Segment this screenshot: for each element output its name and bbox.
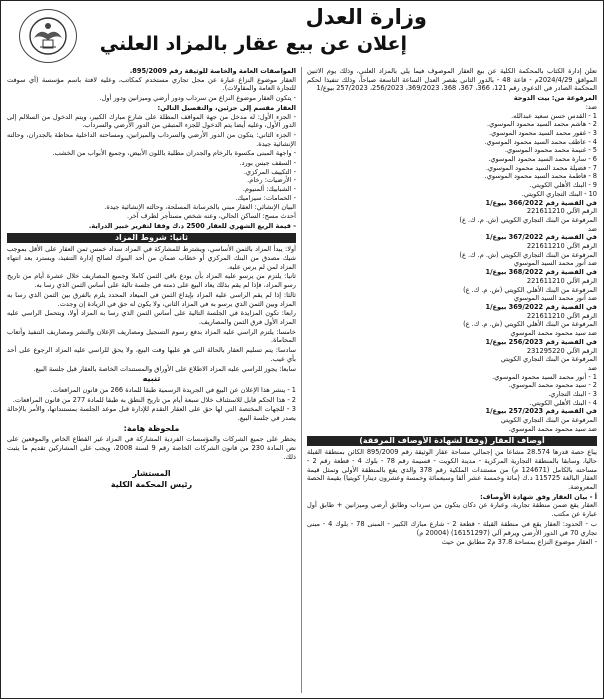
party-item: 8 - فاطمة محمد السيد محمود الموسوي.	[484, 172, 597, 181]
party-item: 9 - البنك الأهلي الكويتي.	[529, 181, 597, 190]
party-item: 4 - عاطف محمد السيد محمود الموسوي.	[484, 137, 597, 146]
property-subtitle: أ - بيان العقار وفق شهادة الأوصاف:	[480, 492, 597, 501]
term-item: ثانيا: يلتزم من يرسو عليه المزاد بأن يودع باقي الثمن كاملا وجميع المصاريف خلال عشرة أيام من تاريخ رسو المزاد، فإذا لم يقم بذلك يعاد البيع على ذمته في جلسة تالية على أساس الثمن الذي رسا به.	[7, 272, 296, 290]
left-text: - الجزء الأول: له مدخل من جهة المواقف المطلة على شارع مبارك الكبير، ويتم الدخول من السلالم إلى الدور الأول، وعليه أيضا يتم الدخول للجزء المتبقي من الدور الأرضي والسرداب.	[7, 112, 296, 130]
defendant-item: 1 - أنور محمد السيد محمود الموسوي.	[492, 372, 597, 381]
case-against: ضد أنور محمد السيد الموسوي	[513, 294, 597, 303]
property-text: - العقار موضوع النزاع بمساحة 37.8 م2 مطابق من حيث	[441, 538, 597, 547]
left-text: - الحمامات: سيراميك.	[235, 193, 296, 202]
against-label: ضد:	[585, 102, 597, 111]
party-item: 7 - فضيلة محمد السيد محمود الموسوي.	[485, 163, 597, 172]
right-column	[307, 67, 597, 693]
case-ref: في القضية رقم 369/2022 بيوع/1	[485, 302, 597, 311]
state-emblem-icon	[19, 9, 77, 63]
left-text: - قيمة الريع الشهري للعقار 2500 د.ك وفقا لتقرير خبير الدراية.	[88, 221, 296, 230]
signature-title: المستشار	[132, 468, 171, 478]
case-against: ضد	[587, 363, 597, 372]
term-item: رابعا: تكون المزايدة في الجلسة التالية على أساس الثمن الذي رسا به المزاد أولا، ويتحمل الراسي عليه المزاد الأول فرق الثمن والمصاريف.	[7, 309, 296, 326]
left-text: العقار موضوع النزاع عبارة عن محل تجاري مستخدم كمكاتب، وعليه لافتة باسم مؤسسة (أي سوفت للتجارة العامة والمقاولات).	[7, 75, 296, 93]
case-number: الرقم الآلي 231295220	[526, 346, 597, 355]
party-item: 2 - هاشم محمد السيد محمود الموسوي.	[487, 120, 597, 129]
case-against: ضد سيد محمود محمد الموسوي	[510, 329, 597, 338]
term-item: ثالثا: إذا لم يقم الراسي عليه المزاد بإيداع الثمن في الميعاد المحدد يلزم بالفرق بين الثمن الذي رسا به المزاد وبين الثمن الذي يرسو به في المزاد الثاني، ولا يكون له حق في الزيادة إن وجدت.	[7, 290, 296, 308]
page-title: إعلان عن بيع عقار بالمزاد العلني	[99, 33, 407, 55]
left-text: - الأرضيات: رخام.	[247, 176, 296, 185]
ministry-name: وزارة العدل	[305, 5, 427, 29]
case-against: ضد أنور محمد السيد الموسوي	[513, 259, 597, 268]
important-note-title: ملحوظة هامة:	[123, 423, 180, 433]
case-number: الرقم الآلي 221611210	[526, 207, 597, 216]
emblem-graphic	[26, 16, 70, 56]
left-text: - السقف جبس بورد.	[239, 159, 296, 168]
intro-text: تعلن إدارة الكتاب بالمحكمة الكلية عن بيع العقار الموصوف فيما يلي بالمزاد العلني، وذلك يوم الاثنين الموافق 2024/4/29م - قاعة 48 - بالدور الثاني بقصر العدل الساعة التاسعة صباحاً، وذلك تنفيذا لحكم المحكمة الصادر في الدعوى رقم 121، 366، 367، 368، 369/2023، 256/2023، 257/2023 بيوع/1	[307, 67, 597, 93]
left-text: العقار مقسم إلى جزئين، والتفصيل التالي:	[157, 103, 296, 112]
defendant-item: 2 - سيد محمود محمد الموسوي.	[508, 381, 597, 390]
case-ref: في القضية رقم 368/2022 بيوع/1	[485, 268, 597, 277]
party-item: 1 - القدس حسن سعيد عبدالله.	[511, 111, 597, 120]
case-ref: في القضية رقم 367/2022 بيوع/1	[485, 233, 597, 242]
case-party: المرفوعة من البنك الأهلي الكويتي (ش. م. ك. ع)	[463, 320, 597, 329]
party-item: 5 - غنيمة محمد محمود الموسوي.	[504, 146, 597, 155]
terms-section-title: ثانيا: شروط المزاد	[7, 233, 296, 244]
defendant-item: 4 - البنك الأهلي الكويتي.	[529, 398, 597, 407]
signature-block	[7, 468, 296, 490]
party-item: 3 - غفور محمد السيد محمود الموسوي.	[489, 128, 597, 137]
left-text: - واجهة المبنى مكسوة بالرخام والجدران مطلية باللون الأبيض، وجميع الأبواب من الخشب.	[52, 149, 296, 158]
term-item: سابعا: يجوز للراسي عليه المزاد الاطلاع على الأوراق والمستندات الخاصة بالعقار قبل جلسة البيع.	[33, 364, 296, 373]
case-against: ضد	[587, 224, 597, 233]
left-text: المواصفات العامة والخاصة للوثيقة رقم 895/2009.	[129, 67, 296, 75]
case-party: المرفوعة من البنك التجاري الكويتي (ش. م. ك. ع)	[459, 250, 597, 259]
column-divider	[301, 67, 302, 693]
case-party: المرفوعة من البنك الأهلي الكويتي (ش. م. ك. ع)	[463, 285, 597, 294]
left-text: البيان الإنشائي: العقار مبني بالخرسانة المسلحة، وحالته الإنشائية جيدة.	[104, 202, 296, 211]
case-ref: في القضية رقم 366/2022 بيوع/1	[485, 198, 597, 207]
term-item: سادسا: يتم تسليم العقار بالحالة التي هو عليها وقت البيع، ولا يحق للراسي عليه المزاد الرجوع على أحد بأي عيب.	[7, 346, 296, 363]
case-against: ضد سيد محمود محمد الموسوي.	[508, 424, 597, 433]
note-item: 3 - للجهات المختصة التي لها حق على العقار التقدم للإدارة قبل موعد الجلسة بمستنداتها، والأمر بالإحالة يصدر في جلسة البيع.	[7, 405, 296, 423]
property-section-title: أوصاف العقار (وفقا لشهادة الأوصاف المرفقة)	[307, 436, 597, 447]
left-text: - يتكون العقار موضوع النزاع من سرداب ودور أرضي وميزانين ودور أول.	[99, 94, 296, 103]
case-party: المرفوعة من البنك التجاري الكويتي	[500, 355, 597, 364]
property-text: ب - الحدود: العقار يقع في منطقة القبلة - قطعة 2 - شارع مبارك الكبير - المبنى 78 - بلوك 4 - مبنى تجاري 70 في الدور الأرضي ويرقم آلي (16151297) (20004 م)	[307, 519, 597, 537]
left-text: - الجزء الثاني: يتكون من الدور الأرضي والسرداب والميزانين، ومساحته الداخلية محاطة بالجدران، وحالته الإنشائية جيدة.	[7, 130, 296, 148]
defendant-item: 3 - البنك التجاري.	[548, 390, 597, 399]
case-number: الرقم الآلي 221611210	[526, 311, 597, 320]
case-party: المرفوعة من البنك التجاري الكويتي (ش. م. ك. ع)	[459, 215, 597, 224]
notes-section-title: تنبيه	[142, 374, 161, 384]
term-item: خامسا: يلتزم الراسي عليه المزاد بدفع رسوم التسجيل ومصاريف الإعلان والنشر ومصاريف التنفيذ وأتعاب المحاماة.	[7, 327, 296, 345]
signature-role: رئيس المحكمة الكلية	[110, 479, 193, 489]
case-party: المرفوعة من البنك التجاري الكويتي	[500, 416, 597, 425]
left-text: - التكييف المركزي.	[243, 167, 296, 176]
left-column	[7, 67, 296, 693]
property-text: العقار يقع ضمن منطقة تجارية، وعبارة عن دكان يتكون من سرداب وطابق أرضي وميزانين + طابق أول عبارة عن مكتب.	[307, 501, 597, 519]
left-text: أحدث مسح: الساكن الحالي، وعنه شخص مستأجر لطرف آخر.	[126, 212, 296, 221]
term-item: أولا: يبدأ المزاد بالثمن الأساسي، ويشترط للمشاركة في المزاد سداد خمس ثمن العقار على الأقل بموجب شيك مصدق من البنك المركزي أو خطاب ضمان من أحد البنوك لصالح إدارة التنفيذ، ويسترد بعد انتهاء المزاد لمن لم يرس عليه.	[7, 245, 296, 271]
party-item: 10 - البنك التجاري الكويتي.	[521, 189, 597, 198]
case-number: الرقم الآلي 221611210	[526, 276, 597, 285]
left-text: - الشبابيك: ألمنيوم.	[242, 185, 296, 194]
property-text: يباع حصة قدرها 28.574 مشاعا من إجمالي مساحة عقار الوثيقة رقم 895/2009 الكائن بمنطقة القبلة حاليا، وسابقا بالمنطقة التجارية المركزية - مدينة الكويت - قسيمة رقم 78 - بلوك 4 - قطعة رقم 2 - مساحته بالكامل (124671 م) من مستندات الملكية رقم 378 والذي يقع بالمنطقة الأولى وتمثل قيمة العقار البالغة 115725 د.ك (مائة وخمسة عشر ألفا وسبعمائة وخمسة وعشرون دينارا كويتيا) بقيمة الحصة المعروضة.	[307, 448, 597, 492]
case-ref: في القضية رقم 257/2023 بيوع/1	[485, 407, 597, 416]
case-ref: في القضية رقم 256/2023 بيوع/1	[485, 337, 597, 346]
party-item: 6 - سارة محمد السيد محمود الموسوي.	[488, 155, 597, 164]
important-note-text: يحظر على جميع الشركات والمؤسسات الفردية المشاركة في المزاد غير القطاع الخاص والموقعين على نص المادة 230 من قانون الشركات الخاصة رقم 9 لسنة 2008، ويجب على المشاركين تقديم ما يثبت ذلك.	[7, 435, 296, 461]
note-item: 1 - ينشر هذا الإعلان عن البيع في الجريدة الرسمية طبقا للمادة 266 من قانون المرافعات.	[50, 385, 296, 394]
note-item: 2 - هذا الحكم قابل للاستئناف خلال سبعة أيام من تاريخ النطق به طبقا للمادة 277 من قانون المرافعات.	[12, 395, 296, 404]
intro-plaintiff: المرفوعة من: بيت الدوحة	[513, 94, 597, 103]
case-number: الرقم الآلي 221611210	[526, 242, 597, 251]
